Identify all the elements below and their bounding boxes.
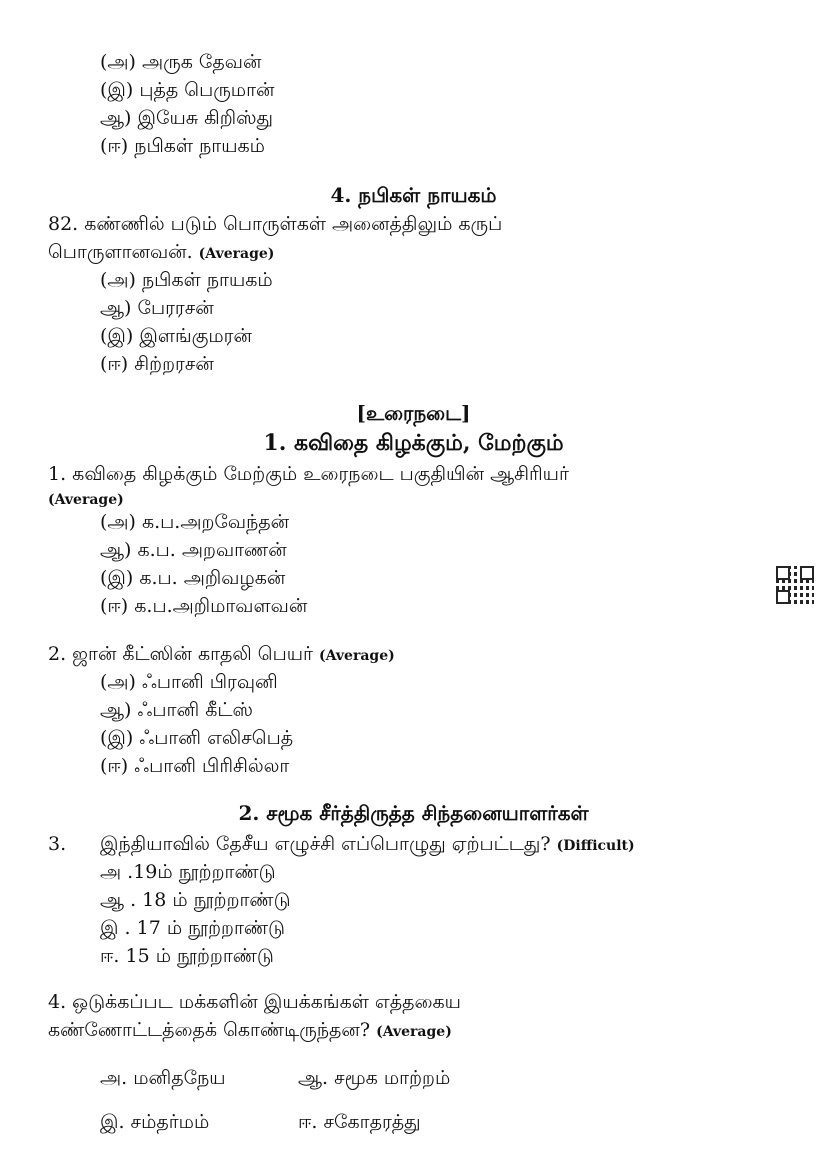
section-title: [உரைநடை] [356,401,471,425]
question-4-text: கண்ணோட்டத்தைக் கொண்டிருந்தன? [48,1019,371,1041]
lesson-title: 2. சமூக சீர்த்திருத்த சிந்தனையாளர்கள் [238,801,589,825]
option-c: (இ) ஃபானி எலிசபெத் [100,727,294,749]
option-d: (ஈ) சிற்றரசன் [100,353,214,375]
option-b: ஆ . 18 ம் நூற்றாண்டு [100,889,291,911]
question-82-text: பொருளானவன். [48,241,193,263]
option-c: இ . 17 ம் நூற்றாண்டு [100,917,286,939]
difficulty-badge: (Average) [376,1024,452,1040]
option-d: ஈ. 15 ம் நூற்றாண்டு [100,945,274,967]
option-b: ஆ) பேரரசன் [100,297,214,319]
difficulty-badge: (Difficult) [556,838,635,854]
option-c: (இ) க.ப. அறிவழகன் [100,567,286,589]
question-3-number: 3. [48,833,67,855]
option-d: (ஈ) க.ப.அறிமாவளவன் [100,595,308,617]
option-b: ஆ) க.ப. அறவாணன் [100,539,287,561]
question-2-line [48,642,395,668]
option-d: (ஈ) நபிகள் நாயகம் [100,135,265,157]
option-b: ஆ. சமூக மாற்றம் [298,1067,451,1089]
option-c: (இ) புத்த பெருமான் [100,79,275,101]
question-3-line [100,832,635,858]
option-d: (ஈ) ஃபானி பிரிசில்லா [100,755,290,777]
question-82-line2 [48,240,274,266]
option-d: ஈ. சகோதரத்து [298,1111,421,1133]
option-b: ஆ) ஃபானி கீட்ஸ் [100,699,253,721]
difficulty-badge: (Average) [48,492,124,508]
question-4-line2 [48,1018,452,1044]
option-a: அ. மனிதநேய [100,1067,226,1089]
question-82-line1: 82. கண்ணில் படும் பொருள்கள் அனைத்திலும் கருப் [48,213,503,235]
option-c: இ. சம்தர்மம் [100,1111,210,1133]
option-a: (அ) ஃபானி பிரவுனி [100,671,278,693]
option-a: (அ) நபிகள் நாயகம் [100,269,273,291]
option-a: அ .19ம் நூற்றாண்டு [100,861,276,883]
option-a: (அ) அருக தேவன் [100,51,262,73]
question-3-text: இந்தியாவில் தேசீய எழுச்சி எப்பொழுது ஏற்பட்டது? [100,833,551,855]
qr-code [776,566,814,604]
option-b: ஆ) இயேசு கிறிஸ்து [100,107,273,129]
option-c: (இ) இளங்குமரன் [100,325,252,347]
option-a: (அ) க.ப.அறவேந்தன் [100,511,290,533]
difficulty-badge: (Average) [319,648,395,664]
question-1-text: 1. கவிதை கிழக்கும் மேற்கும் உரைநடை பகுதியின் ஆசிரியர் [48,463,569,485]
question-2-text: 2. ஜான் கீட்ஸின் காதலி பெயர் [48,643,313,665]
question-4-line1: 4. ஒடுக்கப்பட மக்களின் இயக்கங்கள் எத்தகைய [48,991,461,1013]
difficulty-badge: (Average) [198,246,275,262]
answer-heading: 4. நபிகள் நாயகம் [330,183,497,207]
lesson-title: 1. கவிதை கிழக்கும், மேற்கும் [263,430,564,456]
